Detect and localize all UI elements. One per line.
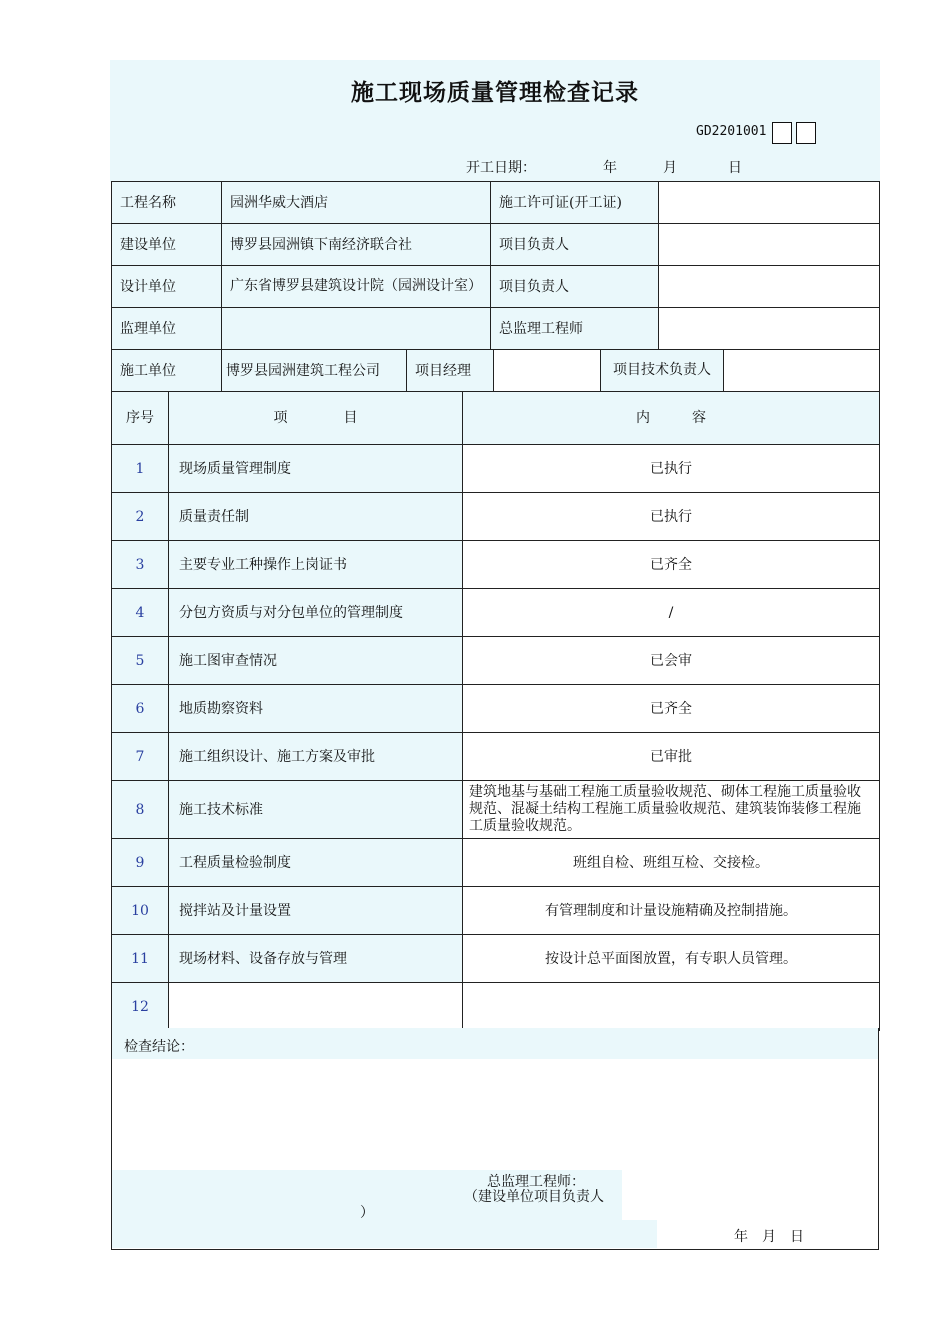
row-content[interactable]: 班组自检、班组互检、交接检。 [463,839,880,887]
project-info-table [111,181,880,350]
year-label: 年 [603,160,617,176]
design-lead-value[interactable] [659,266,880,308]
table-row [112,685,880,733]
row-content[interactable]: 已会审 [463,637,880,685]
code-box-2[interactable] [796,122,816,144]
supervisor-label: 监理单位 [112,308,222,350]
form-code: GD2201001 [696,124,767,139]
row-number: 11 [112,935,169,983]
row-number: 6 [112,685,169,733]
design-value[interactable]: 广东省博罗县建筑设计院（园洲设计室） [222,266,491,308]
row-number: 2 [112,493,169,541]
row-item: 现场质量管理制度 [169,445,463,493]
row-number: 10 [112,887,169,935]
builder-value[interactable]: 博罗县园洲镇下南经济联合社 [222,224,491,266]
builder-lead-value[interactable] [659,224,880,266]
row-number: 8 [112,781,169,839]
contractor-info-table [111,349,880,392]
info-row-contractor [112,350,880,392]
row-number: 3 [112,541,169,589]
table-row [112,541,880,589]
header-content: 内 容 [463,392,880,445]
table-row [112,781,880,839]
start-date-label: 开工日期： [466,160,536,176]
tech-lead-value[interactable] [724,350,880,392]
pm-label: 项目经理 [407,350,494,392]
code-box-1[interactable] [772,122,792,144]
chief-engineer-label: 总监理工程师 [491,308,659,350]
info-row-design [112,266,880,308]
conclusion-date: 年 月 日 [734,1229,804,1245]
items-header-row [112,392,880,445]
row-content[interactable]: 已执行 [463,445,880,493]
row-item: 施工图审查情况 [169,637,463,685]
builder-lead-label: 项目负责人 [491,224,659,266]
row-content[interactable]: 已执行 [463,493,880,541]
day-label: 日 [728,160,742,176]
table-row [112,589,880,637]
header-item: 项 目 [169,392,463,445]
row-item: 分包方资质与对分包单位的管理制度 [169,589,463,637]
row-item: 地质勘察资料 [169,685,463,733]
row-number: 4 [112,589,169,637]
row-item: 施工组织设计、施工方案及审批 [169,733,463,781]
tech-lead-label: 项目技术负责人 [601,350,724,392]
row-content[interactable]: 按设计总平面图放置，有专职人员管理。 [463,935,880,983]
permit-value[interactable] [659,182,880,224]
row-item: 工程质量检验制度 [169,839,463,887]
table-row [112,983,880,1031]
info-row-supervisor [112,308,880,350]
table-row [112,493,880,541]
row-item: 现场材料、设备存放与管理 [169,935,463,983]
project-name-value[interactable]: 园洲华威大酒店 [222,182,491,224]
table-row [112,445,880,493]
page-title: 施工现场质量管理检查记录 [351,80,639,106]
table-row [112,733,880,781]
pm-value[interactable] [494,350,601,392]
row-item: 主要专业工种操作上岗证书 [169,541,463,589]
row-item: 质量责任制 [169,493,463,541]
conclusion-section [111,1028,879,1250]
header-no: 序号 [112,392,169,445]
supervisor-value[interactable] [222,308,491,350]
signer-line-3: ） [360,1205,374,1221]
info-row-builder [112,224,880,266]
design-lead-label: 项目负责人 [491,266,659,308]
month-label: 月 [663,160,677,176]
table-row [112,839,880,887]
date-band-left [112,1220,657,1248]
row-item: 施工技术标准 [169,781,463,839]
row-content[interactable]: 已齐全 [463,541,880,589]
row-item [169,983,463,1031]
row-content[interactable]: 已审批 [463,733,880,781]
row-number: 1 [112,445,169,493]
info-row-project [112,182,880,224]
row-number: 5 [112,637,169,685]
row-content[interactable] [463,983,880,1031]
contractor-label: 施工单位 [112,350,222,392]
table-row [112,887,880,935]
permit-label: 施工许可证(开工证) [491,182,659,224]
conclusion-label: 检查结论： [124,1039,194,1055]
builder-label: 建设单位 [112,224,222,266]
signer-line-1: 总监理工程师： [487,1174,585,1190]
row-content[interactable]: 建筑地基与基础工程施工质量验收规范、砌体工程施工质量验收规范、混凝土结构工程施工质量验收规范、建筑装饰装修工程施工质量验收规范。 [463,781,880,839]
row-content[interactable]: 已齐全 [463,685,880,733]
row-content[interactable]: 有管理制度和计量设施精确及控制措施。 [463,887,880,935]
row-number: 7 [112,733,169,781]
project-name-label: 工程名称 [112,182,222,224]
table-row [112,637,880,685]
design-label: 设计单位 [112,266,222,308]
table-row [112,935,880,983]
contractor-value[interactable]: 博罗县园洲建筑工程公司 [222,350,407,392]
chief-engineer-value[interactable] [659,308,880,350]
row-number: 12 [112,983,169,1031]
signer-line-2: （建设单位项目负责人 [464,1189,604,1205]
items-table [111,391,880,1031]
row-number: 9 [112,839,169,887]
conclusion-text-area[interactable] [124,1060,864,1168]
conclusion-label-band [112,1028,878,1059]
row-item: 搅拌站及计量设置 [169,887,463,935]
row-content[interactable]: / [463,589,880,637]
